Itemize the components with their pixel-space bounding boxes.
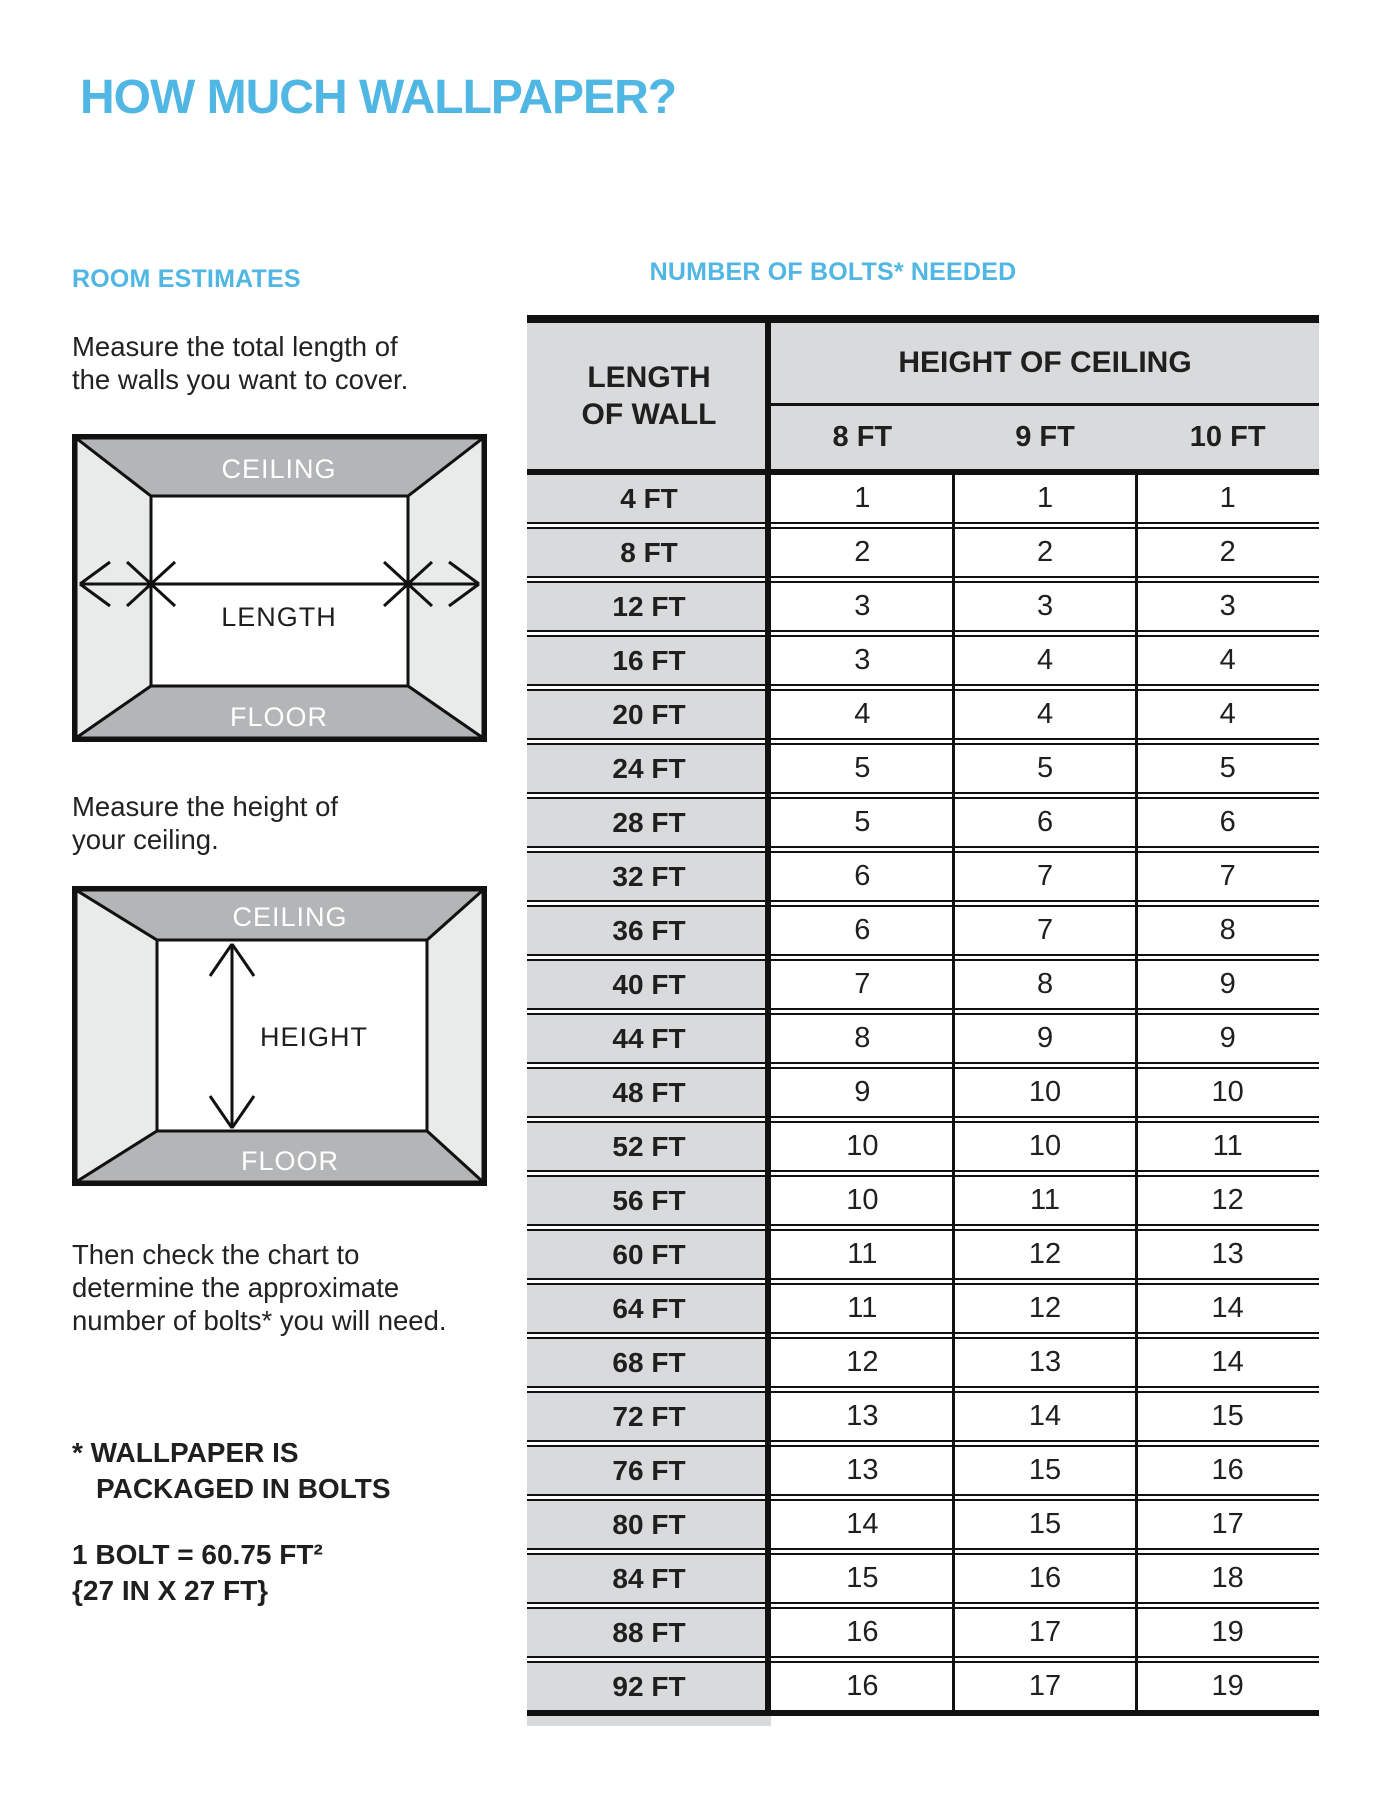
table-bottom-stub: [527, 1716, 771, 1726]
wall-length-cell: 60 FT: [527, 1229, 771, 1280]
step2-line1: Measure the height of: [72, 791, 339, 822]
bolt-count-cell: 4: [771, 689, 954, 740]
length-header-line1: LENGTH: [587, 360, 711, 394]
step2-line2: your ceiling.: [72, 824, 219, 855]
bolt-count-cell: 9: [771, 1067, 954, 1118]
ceiling-height-header-group: [771, 323, 1319, 469]
bolt-count-cell: 18: [1136, 1553, 1319, 1604]
wall-length-cell: 20 FT: [527, 689, 771, 740]
bolt-count-cell: 11: [771, 1229, 954, 1280]
bolt-size-line1: 1 BOLT = 60.75 FT²: [72, 1538, 323, 1570]
bolt-count-cell: 3: [771, 635, 954, 686]
wall-length-cell: 52 FT: [527, 1121, 771, 1172]
table-top-border: [527, 315, 1319, 323]
table-row: [527, 1337, 1319, 1388]
bolt-count-cell: 12: [954, 1229, 1137, 1280]
bolt-count-cell: 16: [771, 1661, 954, 1712]
table-row: [527, 1175, 1319, 1226]
table-row: [527, 1445, 1319, 1496]
bolt-count-cell: 4: [954, 689, 1137, 740]
bolt-count-cell: 1: [771, 473, 954, 524]
length-header-line2: OF WALL: [581, 398, 717, 431]
room-length-diagram: [72, 434, 487, 742]
room-estimates-section: [72, 265, 502, 1609]
wall-length-cell: 28 FT: [527, 797, 771, 848]
bolt-count-cell: 10: [954, 1121, 1137, 1172]
wall-length-cell: 40 FT: [527, 959, 771, 1010]
wall-length-cell: 88 FT: [527, 1607, 771, 1658]
table-row: [527, 959, 1319, 1010]
bolt-count-cell: 4: [954, 635, 1137, 686]
bolt-count-cell: 11: [954, 1175, 1137, 1226]
bolts-footnote: [72, 1435, 502, 1507]
table-row: [527, 1013, 1319, 1064]
bolt-count-cell: 15: [954, 1445, 1137, 1496]
bolt-count-cell: 13: [954, 1337, 1137, 1388]
table-row: [527, 1121, 1319, 1172]
bolt-count-cell: 3: [954, 581, 1137, 632]
wall-length-cell: 56 FT: [527, 1175, 771, 1226]
bolt-count-cell: 12: [954, 1283, 1137, 1334]
bolt-count-cell: 2: [1136, 527, 1319, 578]
bolt-count-cell: 9: [1136, 1013, 1319, 1064]
bolt-count-cell: 1: [1136, 473, 1319, 524]
bolt-count-cell: 6: [1136, 797, 1319, 848]
ceiling-10ft-header: 10 FT: [1189, 421, 1266, 453]
bolts-needed-heading: NUMBER OF BOLTS* NEEDED: [649, 258, 1017, 286]
bolt-count-cell: 14: [1136, 1337, 1319, 1388]
bolt-count-cell: 2: [771, 527, 954, 578]
ceiling-label: CEILING: [221, 454, 337, 484]
wall-length-cell: 44 FT: [527, 1013, 771, 1064]
bolt-count-cell: 5: [1136, 743, 1319, 794]
wall-length-cell: 92 FT: [527, 1661, 771, 1712]
bolt-count-cell: 7: [954, 905, 1137, 956]
step3-line1: Then check the chart to: [72, 1239, 360, 1270]
bolt-count-cell: 6: [771, 905, 954, 956]
table-row: [527, 635, 1319, 686]
table-row: [527, 473, 1319, 524]
table-row: [527, 1607, 1319, 1658]
table-row: [527, 581, 1319, 632]
wall-length-cell: 12 FT: [527, 581, 771, 632]
table-header: [527, 323, 1319, 469]
table-row: [527, 1391, 1319, 1442]
bolt-count-cell: 15: [954, 1499, 1137, 1550]
bolts-table: [527, 315, 1319, 1726]
table-row: [527, 851, 1319, 902]
bolt-count-cell: 19: [1136, 1661, 1319, 1712]
wall-length-cell: 80 FT: [527, 1499, 771, 1550]
ceiling-9ft-header: 9 FT: [1015, 421, 1075, 453]
bolt-count-cell: 13: [771, 1391, 954, 1442]
bolt-size-line2: {27 IN X 27 FT}: [72, 1575, 269, 1607]
bolt-size-note: [72, 1537, 502, 1610]
wall-length-cell: 84 FT: [527, 1553, 771, 1604]
bolt-count-cell: 10: [1136, 1067, 1319, 1118]
bolt-count-cell: 16: [1136, 1445, 1319, 1496]
bolt-count-cell: 7: [954, 851, 1137, 902]
bolt-count-cell: 14: [771, 1499, 954, 1550]
bolt-count-cell: 15: [771, 1553, 954, 1604]
table-row: [527, 1229, 1319, 1280]
wall-length-cell: 64 FT: [527, 1283, 771, 1334]
bolt-count-cell: 7: [771, 959, 954, 1010]
bolt-count-cell: 19: [1136, 1607, 1319, 1658]
wall-length-cell: 24 FT: [527, 743, 771, 794]
bolt-count-cell: 12: [1136, 1175, 1319, 1226]
wall-length-cell: 72 FT: [527, 1391, 771, 1442]
height-of-ceiling-header: HEIGHT OF CEILING: [771, 323, 1319, 406]
table-row: [527, 1661, 1319, 1712]
bolt-count-cell: 9: [954, 1013, 1137, 1064]
bolt-count-cell: 14: [1136, 1283, 1319, 1334]
bolt-count-cell: 8: [954, 959, 1137, 1010]
height-label: HEIGHT: [260, 1022, 369, 1052]
step2-instruction: [72, 790, 502, 856]
bolt-count-cell: 5: [771, 797, 954, 848]
table-row: [527, 527, 1319, 578]
step3-line2: determine the approximate: [72, 1272, 400, 1303]
bolt-count-cell: 4: [1136, 689, 1319, 740]
wall-length-cell: 4 FT: [527, 473, 771, 524]
room-estimates-heading: ROOM ESTIMATES: [72, 265, 301, 293]
step1-instruction: [72, 330, 502, 396]
bolt-count-cell: 2: [954, 527, 1137, 578]
ceiling-height-subheader-row: [771, 406, 1319, 469]
floor-label: FLOOR: [240, 1146, 340, 1176]
step1-line2: the walls you want to cover.: [72, 364, 409, 395]
table-row: [527, 743, 1319, 794]
bolt-count-cell: 17: [954, 1661, 1137, 1712]
wall-length-cell: 36 FT: [527, 905, 771, 956]
bolt-count-cell: 8: [771, 1013, 954, 1064]
bolt-count-cell: 13: [1136, 1229, 1319, 1280]
table-row: [527, 797, 1319, 848]
footnote-line1: * WALLPAPER IS: [72, 1437, 299, 1468]
wall-length-cell: 68 FT: [527, 1337, 771, 1388]
wall-length-cell: 76 FT: [527, 1445, 771, 1496]
bolt-count-cell: 15: [1136, 1391, 1319, 1442]
bolts-table-section: [527, 258, 1327, 1726]
bolt-count-cell: 13: [771, 1445, 954, 1496]
floor-label: FLOOR: [229, 702, 329, 732]
table-body: [527, 473, 1319, 1712]
length-label: LENGTH: [221, 602, 337, 632]
bolt-count-cell: 10: [771, 1175, 954, 1226]
bolt-count-cell: 10: [954, 1067, 1137, 1118]
bolt-count-cell: 3: [771, 581, 954, 632]
bolt-count-cell: 16: [954, 1553, 1137, 1604]
bolt-count-cell: 11: [771, 1283, 954, 1334]
back-wall: [151, 496, 408, 686]
table-row: [527, 1067, 1319, 1118]
wall-length-cell: 48 FT: [527, 1067, 771, 1118]
wall-length-cell: 16 FT: [527, 635, 771, 686]
table-row: [527, 1283, 1319, 1334]
table-row: [527, 905, 1319, 956]
table-column-divider-2: [1135, 473, 1138, 1716]
bolt-count-cell: 10: [771, 1121, 954, 1172]
table-row: [527, 1553, 1319, 1604]
step1-line1: Measure the total length of: [72, 331, 398, 362]
step3-line3: number of bolts* you will need.: [72, 1305, 447, 1336]
bolt-count-cell: 1: [954, 473, 1137, 524]
ceiling-label: CEILING: [232, 902, 348, 932]
bolt-count-cell: 5: [771, 743, 954, 794]
bolt-count-cell: 17: [954, 1607, 1137, 1658]
step3-instruction: [72, 1238, 502, 1337]
bolt-count-cell: 17: [1136, 1499, 1319, 1550]
wall-length-cell: 32 FT: [527, 851, 771, 902]
ceiling-8ft-header: 8 FT: [832, 421, 893, 453]
bolt-count-cell: 6: [771, 851, 954, 902]
bolt-count-cell: 3: [1136, 581, 1319, 632]
bolt-count-cell: 6: [954, 797, 1137, 848]
bolt-count-cell: 8: [1136, 905, 1319, 956]
table-thick-divider: [765, 315, 771, 1716]
wall-length-cell: 8 FT: [527, 527, 771, 578]
table-row: [527, 1499, 1319, 1550]
table-row: [527, 689, 1319, 740]
bolt-count-cell: 7: [1136, 851, 1319, 902]
room-height-diagram: [72, 886, 487, 1186]
bolt-count-cell: 11: [1136, 1121, 1319, 1172]
bolt-count-cell: 14: [954, 1391, 1137, 1442]
footnote-line2: PACKAGED IN BOLTS: [96, 1472, 391, 1504]
bolt-count-cell: 16: [771, 1607, 954, 1658]
bolt-count-cell: 9: [1136, 959, 1319, 1010]
bolt-count-cell: 5: [954, 743, 1137, 794]
bolt-count-cell: 4: [1136, 635, 1319, 686]
bolt-count-cell: 12: [771, 1337, 954, 1388]
table-column-divider-1: [952, 473, 955, 1716]
page-title: HOW MUCH WALLPAPER?: [80, 71, 677, 124]
length-of-wall-header: [527, 323, 771, 469]
